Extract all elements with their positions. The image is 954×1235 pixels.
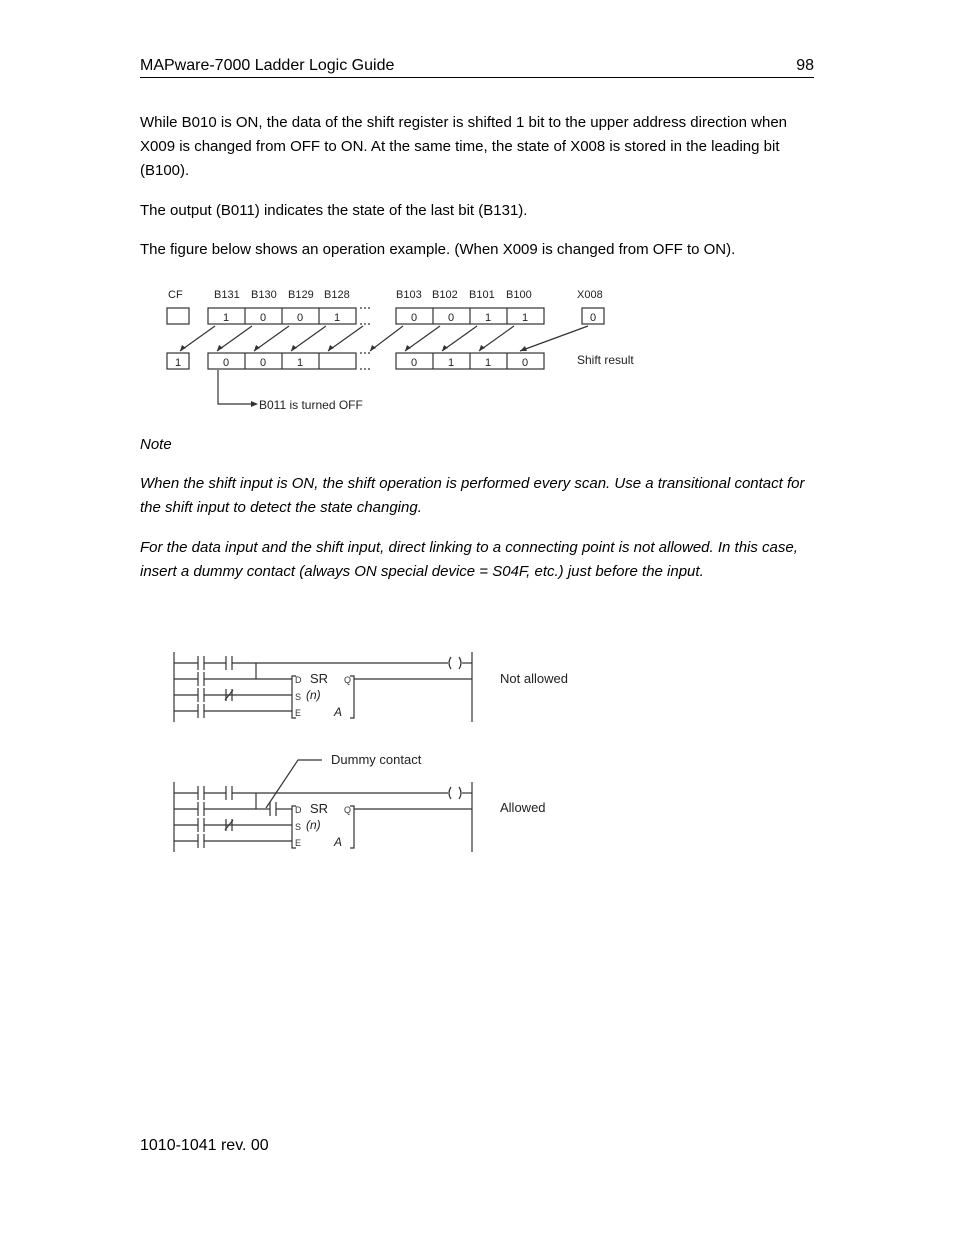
- allowed-label: Allowed: [500, 800, 546, 815]
- paragraph-output: The output (B011) indicates the state of the last bit (B131).: [140, 202, 528, 219]
- bit-label-b129: B129: [288, 289, 314, 301]
- bit-label-b103: B103: [396, 289, 422, 301]
- top-bit-b103: 0: [410, 312, 418, 324]
- pin-e: E: [295, 708, 302, 718]
- n-label: (n): [306, 818, 321, 832]
- pin-s: S: [295, 692, 302, 702]
- not-allowed-label: Not allowed: [500, 671, 568, 686]
- top-bit-b129: 0: [296, 312, 304, 324]
- bit-label-b101: B101: [469, 289, 495, 301]
- pin-q: Q: [344, 805, 352, 815]
- bottom-bit-b103: 0: [410, 357, 418, 369]
- a-label: A: [334, 835, 343, 849]
- pin-d: D: [295, 805, 302, 815]
- shift-register-diagram: [160, 282, 660, 417]
- page-header: [140, 56, 814, 78]
- bit-label-b100: B100: [506, 289, 532, 301]
- bit-label-b130: B130: [251, 289, 277, 301]
- bit-label-b131: B131: [214, 289, 240, 301]
- dummy-contact-label: Dummy contact: [331, 752, 422, 767]
- bottom-bit-b101: 1: [484, 357, 492, 369]
- pin-d: D: [295, 675, 302, 685]
- pin-e: E: [295, 838, 302, 848]
- sr-label: SR: [310, 801, 329, 816]
- top-bit-b130: 0: [259, 312, 267, 324]
- n-label: (n): [306, 688, 321, 702]
- top-bit-b128: 1: [333, 312, 341, 324]
- note-label: Note: [140, 436, 172, 453]
- bottom-bit-b130: 0: [259, 357, 267, 369]
- document-title: MAPware-7000 Ladder Logic Guide: [140, 57, 395, 74]
- sr-label: SR: [310, 671, 329, 686]
- page-number: 98: [796, 57, 814, 74]
- note-paragraph-1: When the shift input is ON, the shift operation is performed every scan. Use a transitional contact for the shift input to detect the state changing.: [140, 475, 805, 516]
- bottom-bit-b102: 1: [447, 357, 455, 369]
- bottom-bit-b129: 1: [296, 357, 304, 369]
- b011-note: B011 is turned OFF: [259, 398, 363, 412]
- cf-label: CF: [168, 289, 183, 301]
- bit-label-b128: B128: [324, 289, 350, 301]
- paragraph-shift-description: While B010 is ON, the data of the shift register is shifted 1 bit to the upper address direction when X009 is changed from OFF to ON. At the same time, the state of X008 is stored in the leading bit (B100).: [140, 114, 788, 179]
- document-revision: 1010-1041 rev. 00: [140, 1137, 269, 1154]
- bit-label-b102: B102: [432, 289, 458, 301]
- pin-q: Q: [344, 675, 352, 685]
- bottom-bit-b100: 0: [521, 357, 529, 369]
- top-bit-b131: 1: [222, 312, 230, 324]
- paragraph-figure-intro: The figure below shows an operation example. (When X009 is changed from OFF to ON).: [140, 241, 736, 258]
- shift-result-label: Shift result: [577, 353, 634, 367]
- bottom-bit-b131: 0: [222, 357, 230, 369]
- bottom-cf-value: 1: [174, 357, 182, 369]
- ladder-allowed: [166, 748, 596, 858]
- note-paragraph-2: For the data input and the shift input, direct linking to a connecting point is not allowed. In this case, insert a dummy contact (always ON special device = S04F, etc.) just before the input.: [140, 539, 798, 580]
- top-bit-b102: 0: [447, 312, 455, 324]
- top-bit-b101: 1: [484, 312, 492, 324]
- ladder-not-allowed: [166, 648, 596, 728]
- a-label: A: [334, 705, 343, 719]
- x008-label: X008: [577, 289, 603, 301]
- pin-s: S: [295, 822, 302, 832]
- top-x008-value: 0: [589, 312, 597, 324]
- top-bit-b100: 1: [521, 312, 529, 324]
